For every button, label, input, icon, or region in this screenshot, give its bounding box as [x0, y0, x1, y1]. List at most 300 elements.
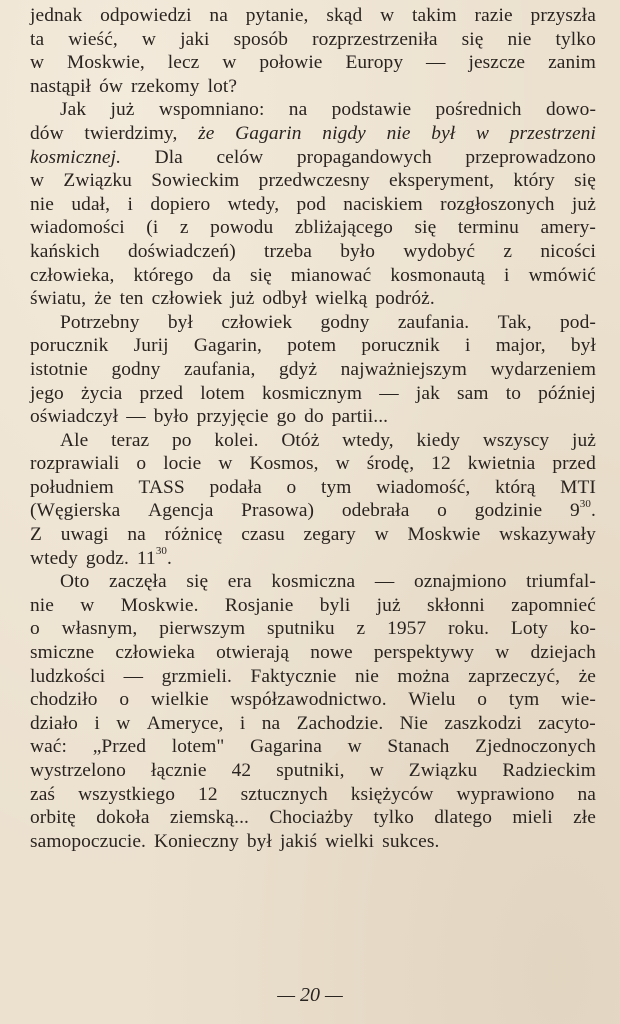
- word: potem: [287, 335, 337, 357]
- word: godny: [320, 311, 370, 333]
- word: światu,: [30, 288, 87, 310]
- word: już: [571, 193, 596, 215]
- text-line: [30, 382, 596, 406]
- word: był: [431, 122, 456, 144]
- word: się: [249, 264, 272, 286]
- word: z: [356, 618, 366, 640]
- word: to: [505, 382, 521, 404]
- word: zaczęła: [109, 571, 167, 593]
- word: Prasowa): [241, 500, 315, 522]
- word: twierdzimy,: [84, 122, 178, 144]
- word: wtedy,: [342, 429, 394, 451]
- word: terminu: [457, 217, 519, 239]
- word: nowe: [310, 642, 353, 664]
- word: nie: [354, 665, 379, 687]
- text-line: [30, 405, 596, 429]
- word: ludzkości: [30, 665, 106, 687]
- text-line: [30, 452, 596, 476]
- text-line: [30, 806, 596, 830]
- text-line: [30, 4, 596, 28]
- word: połowie: [259, 52, 323, 74]
- word: zaszkodzi: [444, 712, 522, 734]
- word: pod-: [560, 311, 596, 333]
- word: i: [239, 712, 246, 734]
- word: przyjęcie: [196, 406, 269, 428]
- text-line: [30, 570, 596, 594]
- word: Loty: [510, 618, 548, 640]
- word: Zjednoczonych: [475, 736, 596, 758]
- word: Sowieckim: [151, 170, 240, 192]
- word: jakiś: [279, 830, 318, 852]
- word: zaprzeczyć,: [468, 665, 561, 687]
- word: działo: [30, 712, 78, 734]
- word: $9^{30}$.: [570, 498, 596, 522]
- word: łącznie: [150, 760, 207, 781]
- word: ów: [99, 75, 124, 97]
- word: w: [80, 594, 95, 616]
- text-line: [30, 287, 596, 311]
- word: wielki: [325, 830, 375, 852]
- word: wielkie: [150, 689, 209, 711]
- word: naciskiem: [343, 193, 423, 215]
- word: że: [94, 288, 112, 310]
- word: Wielu: [408, 689, 456, 711]
- word: lecz: [167, 52, 200, 74]
- word: Gagarin,: [193, 335, 262, 357]
- word: zapomnieć: [511, 594, 596, 616]
- word: o: [136, 453, 147, 475]
- word: wtedy,: [227, 193, 280, 215]
- text-line: [30, 476, 596, 500]
- word: nicości: [540, 240, 596, 262]
- word: Ameryce,: [146, 712, 224, 734]
- word: życia: [80, 382, 123, 404]
- word: Konieczny: [153, 830, 239, 852]
- text-line: [30, 98, 596, 122]
- word: razie: [474, 5, 513, 26]
- word: w: [495, 642, 510, 664]
- word: 42: [231, 760, 252, 781]
- word: podstawie: [331, 99, 412, 121]
- word: w: [476, 122, 490, 144]
- word: perspektywy: [373, 642, 475, 664]
- word: tylko: [555, 28, 596, 50]
- word: Chociażby: [269, 807, 354, 829]
- word: eksperyment,: [388, 170, 495, 192]
- word: było: [340, 240, 376, 262]
- word: dlatego: [434, 807, 493, 829]
- word: wystrzelono: [30, 760, 126, 781]
- word: Moskwie: [407, 524, 481, 546]
- word: Agencja: [148, 500, 214, 522]
- text-line: [30, 122, 596, 146]
- word: dowo-: [545, 99, 596, 121]
- word: otwierają: [216, 642, 290, 664]
- word: —: [374, 571, 395, 593]
- word: —: [123, 665, 144, 687]
- word: już: [376, 594, 401, 616]
- word: nie: [507, 28, 532, 50]
- word: skąd: [326, 5, 363, 26]
- word: południem: [30, 476, 114, 498]
- word: wyprawiono: [456, 783, 555, 805]
- text-line: [30, 75, 596, 99]
- word: w: [30, 170, 45, 192]
- word: po: [171, 429, 192, 451]
- word: Potrzebny: [60, 311, 140, 333]
- word: grzmieli.: [161, 665, 232, 687]
- word: Związku: [408, 760, 478, 781]
- word: przestrzeni: [509, 122, 596, 144]
- word: tym: [321, 476, 352, 498]
- word: już: [230, 288, 255, 310]
- word: na: [288, 99, 308, 121]
- word: Europy: [345, 52, 404, 74]
- text-line: [30, 429, 596, 453]
- word: którą: [495, 476, 536, 498]
- word: sam: [457, 382, 489, 404]
- word: Oto: [60, 571, 90, 593]
- word: chodziło: [30, 689, 98, 711]
- word: wszyscy: [482, 429, 550, 451]
- word: człowieka: [115, 642, 195, 664]
- text-line: [30, 830, 596, 854]
- word: oznajmiono: [413, 571, 507, 593]
- word: —: [379, 382, 399, 404]
- word: Związku: [63, 170, 132, 192]
- word: pod: [296, 193, 326, 215]
- word: da: [212, 264, 231, 286]
- word: triumfal-: [526, 571, 596, 593]
- text-line: [30, 665, 596, 689]
- word: Jak: [60, 99, 87, 121]
- word: samopoczucie.: [30, 830, 146, 852]
- word: Rosjanie: [224, 594, 294, 616]
- word: byli: [319, 594, 351, 616]
- word: przed: [552, 453, 596, 475]
- word: o: [437, 500, 447, 522]
- word: się: [574, 170, 596, 192]
- word: Z: [30, 524, 42, 546]
- text-line: [30, 641, 596, 665]
- word: go: [276, 406, 297, 428]
- word: ziemską...: [169, 807, 249, 829]
- word: kolei.: [214, 429, 259, 451]
- word: przedwczesny: [258, 170, 370, 192]
- word: o: [477, 689, 488, 711]
- word: celów: [216, 146, 264, 168]
- word: już: [110, 99, 135, 121]
- word: sukces.: [382, 830, 440, 852]
- word: 12: [198, 783, 218, 805]
- word: sputniki,: [276, 760, 345, 781]
- word: nie: [30, 594, 54, 616]
- word: smiczne: [30, 642, 95, 664]
- text-line: [30, 193, 596, 217]
- word: tylko: [373, 807, 414, 829]
- word: lot?: [207, 75, 238, 97]
- word: rozgłoszonych: [440, 193, 555, 215]
- word: wiadomość,: [376, 476, 471, 498]
- word: w: [222, 52, 237, 74]
- word: środę,: [366, 453, 415, 475]
- word: dopiero: [150, 193, 211, 215]
- word: człowiek: [221, 311, 293, 333]
- word: i: [465, 335, 471, 357]
- word: nigdy: [322, 122, 366, 144]
- paragraph: [30, 4, 596, 98]
- text-line: [30, 523, 596, 547]
- word: pośrednich: [435, 99, 522, 121]
- word: do: [304, 406, 324, 428]
- word: lotem": [171, 736, 225, 758]
- text-line: [30, 358, 596, 382]
- word: zaufania,: [183, 358, 256, 380]
- word: którego: [133, 264, 194, 286]
- word: 1957: [387, 618, 427, 640]
- word: zanim: [548, 52, 596, 74]
- word: MTI: [560, 476, 596, 498]
- word: człowieka,: [30, 264, 115, 286]
- word: zegary: [303, 524, 356, 546]
- word: lotem: [200, 382, 245, 404]
- word: pytanie,: [245, 5, 309, 26]
- word: Dla: [154, 146, 183, 168]
- word: istotnie: [30, 358, 88, 380]
- word: wszystkiego: [78, 783, 176, 805]
- text-line: [30, 547, 596, 571]
- word: na: [127, 524, 146, 546]
- word: i: [504, 264, 510, 286]
- word: Zachodzie.: [296, 712, 384, 734]
- word: w: [369, 760, 384, 781]
- text-line: [30, 146, 596, 170]
- word: trzeba: [264, 240, 312, 262]
- word: czasu: [241, 524, 285, 546]
- word: godz.: [85, 547, 129, 569]
- word: kosmiczna: [271, 571, 356, 593]
- word: nastąpił: [30, 75, 92, 97]
- word: —: [426, 52, 446, 74]
- word: dziejach: [530, 642, 596, 664]
- word: TASS: [138, 476, 185, 498]
- word: sposób: [233, 28, 289, 50]
- word: $11^{30}$.: [136, 545, 172, 569]
- word: godny: [111, 358, 161, 380]
- word: i: [127, 193, 133, 215]
- word: Gagarin: [235, 122, 302, 144]
- paragraph: [30, 311, 596, 429]
- word: zbliżającego: [294, 217, 393, 239]
- word: w: [374, 524, 389, 546]
- word: wie-: [561, 689, 596, 711]
- word: godzinie: [474, 500, 543, 522]
- word: 12: [431, 453, 451, 475]
- text-line: [30, 51, 596, 75]
- word: z: [179, 217, 189, 239]
- word: dów: [30, 122, 64, 144]
- text-line: [30, 216, 596, 240]
- word: wieść,: [68, 28, 118, 50]
- word: jaki: [180, 28, 210, 50]
- word: gdyż: [278, 358, 318, 380]
- word: Moskwie.: [120, 594, 199, 616]
- word: własnym,: [61, 618, 138, 640]
- word: o: [30, 618, 40, 640]
- word: propagandowych: [296, 146, 432, 168]
- word: jednak: [30, 5, 83, 26]
- word: —: [126, 406, 146, 428]
- word: że: [198, 122, 215, 144]
- word: już: [571, 429, 596, 451]
- word: orbitę: [30, 807, 76, 829]
- word: na: [577, 783, 596, 805]
- text-line: [30, 594, 596, 618]
- word: jeszcze: [468, 52, 526, 74]
- word: w: [30, 52, 45, 74]
- word: ko-: [569, 618, 596, 640]
- word: Nie: [399, 712, 428, 734]
- word: o: [286, 476, 297, 498]
- word: podróż.: [375, 288, 435, 310]
- word: zacyto-: [538, 712, 596, 734]
- page-number: — 20 —: [277, 984, 343, 1006]
- word: Kosmos,: [249, 453, 319, 475]
- word: Radzieckim: [502, 760, 596, 781]
- word: wydobyć: [403, 240, 476, 262]
- word: Otóż: [281, 429, 320, 451]
- text-line: [30, 499, 596, 523]
- word: Ale: [60, 429, 89, 451]
- word: najważniejszym: [340, 358, 467, 380]
- word: nie: [386, 122, 411, 144]
- text-line: [30, 688, 596, 712]
- word: wiadomości: [30, 217, 125, 239]
- word: w: [347, 736, 362, 758]
- word: udał,: [71, 193, 111, 215]
- word: w: [380, 5, 395, 26]
- word: kiedy: [416, 429, 461, 451]
- word: i: [94, 712, 100, 734]
- word: człowiek: [151, 288, 223, 310]
- word: wać:: [30, 736, 68, 758]
- text-line: [30, 617, 596, 641]
- word: major,: [495, 335, 546, 357]
- text-line: [30, 311, 596, 335]
- word: się: [186, 571, 209, 593]
- word: jak: [415, 382, 440, 404]
- text-line: [30, 334, 596, 358]
- word: pierwszym: [159, 618, 246, 640]
- word: różnicę: [164, 524, 223, 546]
- word: dokoła: [96, 807, 150, 829]
- word: księżyców: [350, 783, 434, 805]
- word: wielką: [315, 288, 368, 310]
- word: odbył: [262, 288, 308, 310]
- word: w: [116, 712, 131, 734]
- word: Tak,: [497, 311, 532, 333]
- word: wydarzeniem: [490, 358, 596, 380]
- word: mieli: [512, 807, 553, 829]
- word: uwagi: [60, 524, 109, 546]
- word: wmówić: [528, 264, 596, 286]
- word: locie: [163, 453, 202, 475]
- word: złe: [573, 807, 596, 829]
- word: Jurij: [133, 335, 169, 357]
- word: było: [153, 406, 189, 428]
- word: się: [461, 28, 484, 50]
- word: później: [538, 382, 596, 404]
- word: w: [335, 453, 350, 475]
- word: wtedy: [30, 547, 78, 569]
- word: się: [414, 217, 437, 239]
- word: partii...: [331, 406, 389, 428]
- word: (Węgierska: [30, 500, 121, 522]
- word: wskazywały: [499, 524, 596, 546]
- word: w: [141, 28, 157, 50]
- word: tym: [508, 689, 540, 711]
- word: era: [227, 571, 252, 593]
- word: porucznik: [361, 335, 440, 357]
- word: jego: [30, 382, 64, 404]
- word: sputniku: [267, 618, 335, 640]
- word: roku.: [448, 618, 490, 640]
- word: na: [261, 712, 281, 734]
- word: można: [397, 665, 450, 687]
- text-line: [30, 712, 596, 736]
- word: Stanach: [387, 736, 450, 758]
- word: skłonni: [426, 594, 485, 616]
- word: ta: [30, 28, 45, 50]
- text-line: [30, 783, 596, 807]
- word: rzekomy: [131, 75, 200, 97]
- paragraph: [30, 429, 596, 571]
- word: kosmonautą: [390, 264, 486, 286]
- text-line: [30, 735, 596, 759]
- word: doświadczeń): [127, 240, 236, 262]
- word: był: [570, 335, 596, 357]
- text-line: [30, 169, 596, 193]
- word: kwietnia: [467, 453, 536, 475]
- word: „Przed: [92, 736, 147, 758]
- text-line: [30, 28, 596, 52]
- word: nie: [30, 193, 54, 215]
- word: na: [209, 5, 228, 26]
- word: współzawodnictwo.: [230, 689, 387, 711]
- word: Moskwie,: [67, 52, 145, 74]
- word: zaś: [30, 783, 56, 805]
- word: kosmicznym: [262, 382, 363, 404]
- word: sztucznych: [240, 783, 328, 805]
- word: ten: [119, 288, 144, 310]
- word: rozprzestrzeniła: [312, 28, 438, 50]
- word: podała: [209, 476, 262, 498]
- word: Gagarina: [250, 736, 322, 758]
- word: przed: [139, 382, 184, 404]
- word: (i: [146, 217, 159, 239]
- word: rozprawiali: [30, 453, 120, 475]
- word: powodu: [210, 217, 274, 239]
- word: przeprowadzono: [465, 146, 596, 168]
- word: kosmicznej.: [30, 146, 122, 168]
- word: mianować: [290, 264, 372, 286]
- word: że: [578, 665, 596, 687]
- text-line: [30, 264, 596, 288]
- word: oświadczył: [30, 406, 119, 428]
- word: teraz: [111, 429, 150, 451]
- word: który: [513, 170, 555, 192]
- word: w: [218, 453, 233, 475]
